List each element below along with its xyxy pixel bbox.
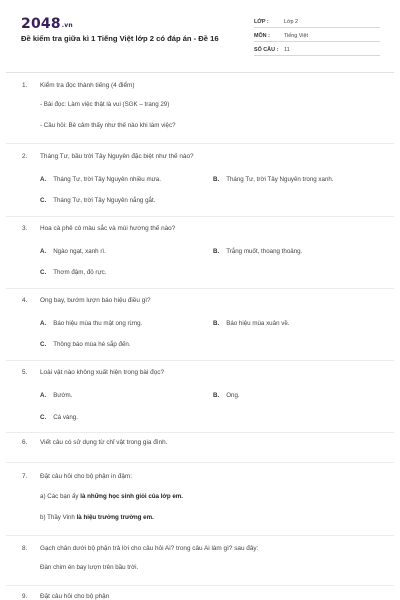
option-text: Báo hiệu mùa xuân về. — [226, 320, 290, 327]
option-text: Thông báo mùa hè sắp đến. — [53, 341, 131, 348]
question-number: 8. — [22, 545, 28, 552]
option-text: Bướm. — [53, 392, 73, 399]
question-subtext — [40, 493, 183, 500]
question-text: Ong bay, bướm lượn báo hiệu điều gì? — [40, 297, 151, 304]
answer-option[interactable] — [213, 176, 334, 183]
header-divider — [6, 72, 394, 73]
question-divider — [6, 143, 394, 144]
answer-option[interactable] — [40, 176, 161, 183]
question-subtext: - Câu hỏi: Bé cảm thấy như thế nào khi làm việc? — [40, 122, 176, 129]
bold-phrase: là những học sinh giỏi của lớp em. — [80, 493, 183, 500]
option-text: Ong. — [226, 392, 240, 399]
question-divider — [6, 216, 394, 217]
question-subtext — [40, 514, 154, 521]
meta-grade-label: LỚP : — [254, 19, 269, 25]
question-divider — [6, 585, 394, 586]
question-text: Tháng Tư, bầu trời Tây Nguyên đặc biệt như thế nào? — [40, 153, 194, 160]
question-number: 3. — [22, 225, 28, 232]
question-text: Hoa cà phê có màu sắc và mùi hương thế nào? — [40, 225, 176, 232]
answer-option[interactable] — [40, 197, 155, 204]
question-number: 7. — [22, 473, 28, 480]
question-divider — [6, 360, 394, 361]
question-text: Đặt câu hỏi cho bộ phận — [40, 593, 110, 600]
question-divider — [6, 432, 394, 433]
option-letter: A. — [40, 176, 47, 183]
question-number: 5. — [22, 369, 28, 376]
answer-option[interactable] — [40, 341, 131, 348]
option-text: Tháng Tư, trời Tây Nguyên nhiều mưa. — [53, 176, 161, 183]
question-text: Kiểm tra đọc thành tiếng (4 điểm) — [40, 82, 135, 89]
option-letter: A. — [40, 392, 47, 399]
option-text: Ngào ngạt, xanh rì. — [53, 248, 106, 255]
meta-subject-label: MÔN : — [254, 33, 270, 39]
meta-count-label: SỐ CÂU : — [254, 47, 279, 53]
option-letter: C. — [40, 197, 47, 204]
option-text: Tháng Tư, trời Tây Nguyên trong xanh. — [226, 176, 334, 183]
logo-text: 2048 — [21, 16, 61, 32]
answer-option[interactable] — [213, 320, 289, 327]
answer-option[interactable] — [40, 320, 142, 327]
document-title: Đề kiểm tra giữa kì 1 Tiếng Việt lớp 2 có đáp án - Đề 16 — [21, 34, 219, 43]
option-letter: B. — [213, 320, 220, 327]
question-number: 2. — [22, 153, 28, 160]
question-number: 6. — [22, 439, 28, 446]
answer-option[interactable] — [213, 392, 240, 399]
option-letter: C. — [40, 341, 47, 348]
answer-option[interactable] — [40, 414, 78, 421]
option-text: Báo hiệu mùa thu mật ong rừng. — [53, 320, 143, 327]
answer-option[interactable] — [213, 248, 302, 255]
question-text: Loài vật nào không xuất hiện trong bài đọc? — [40, 369, 164, 376]
meta-subject-value: Tiếng Việt — [284, 33, 308, 39]
meta-question-count — [254, 45, 380, 56]
question-divider — [6, 462, 394, 463]
meta-count-value: 11 — [284, 47, 290, 53]
option-letter: C. — [40, 414, 47, 421]
option-letter: C. — [40, 269, 47, 276]
site-logo[interactable] — [21, 16, 73, 32]
option-letter: B. — [213, 176, 220, 183]
question-number: 9. — [22, 593, 28, 600]
question-text: Đặt câu hỏi cho bộ phận in đậm: — [40, 473, 133, 480]
question-text: Viết câu có sử dụng từ chỉ vật trong gia đình. — [40, 439, 168, 446]
option-text: Cá vàng. — [53, 414, 78, 421]
answer-option[interactable] — [40, 269, 106, 276]
meta-grade-value: Lớp 2 — [284, 19, 299, 25]
answer-option[interactable] — [40, 248, 106, 255]
subtext-prefix: b) Thầy Vinh — [40, 514, 77, 521]
option-text: Trắng muốt, thoang thoảng. — [226, 248, 303, 255]
option-letter: B. — [213, 248, 220, 255]
option-letter: A. — [40, 248, 47, 255]
answer-option[interactable] — [40, 392, 72, 399]
question-divider — [6, 535, 394, 536]
question-subtext: Đàn chim én bay lượn trên bầu trời. — [40, 564, 139, 571]
option-text: Thơm đậm, đỏ rực. — [53, 269, 107, 276]
meta-subject — [254, 31, 380, 42]
document-header — [0, 0, 400, 72]
question-number: 4. — [22, 297, 28, 304]
question-divider — [6, 288, 394, 289]
meta-grade — [254, 17, 380, 28]
logo-tld: .vn — [61, 22, 73, 29]
option-text: Tháng Tư, trời Tây Nguyên nắng gắt. — [53, 197, 156, 204]
question-number: 1. — [22, 82, 28, 89]
option-letter: A. — [40, 320, 47, 327]
bold-phrase: là hiệu trưởng trường em. — [76, 514, 154, 521]
question-subtext: - Bài đọc: Làm việc thật là vui (SGK – trang 29) — [40, 101, 170, 108]
option-letter: B. — [213, 392, 220, 399]
subtext-prefix: a) Các bạn ấy — [40, 493, 81, 500]
question-text: Gạch chân dưới bộ phận trả lời cho câu hỏi Ai? trong câu Ai làm gì? sau đây: — [40, 545, 259, 552]
